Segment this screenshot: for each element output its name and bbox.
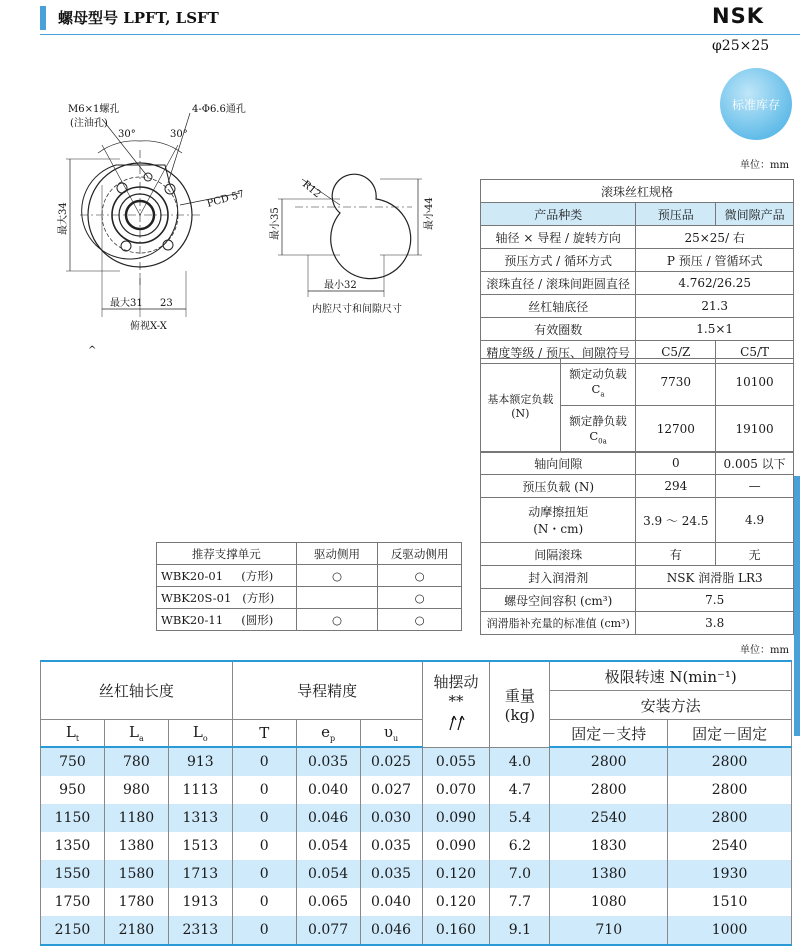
cell-ep: 0.046 (296, 804, 360, 832)
cell-speed-fixed-fixed: 2800 (668, 776, 792, 804)
spec-header-type: 产品种类 (481, 203, 636, 226)
support-drive (296, 587, 378, 609)
static-load-symbol (561, 429, 636, 445)
support-drive: ○ (296, 565, 378, 587)
cell-lo: 913 (168, 747, 232, 776)
edge-accent (794, 476, 800, 736)
dynamic-load-v2: 10100 (716, 359, 794, 406)
spec-row-label: 预压方式 / 循环方式 (481, 249, 636, 272)
support-type: (圆形) (241, 612, 274, 627)
stock-badge-label: 标准库存 (731, 97, 780, 112)
runout-symbol-icon (445, 710, 467, 734)
load-label (481, 359, 561, 453)
cell-vu: 0.046 (360, 916, 422, 945)
table-row (41, 860, 792, 888)
cell-t: 0 (232, 888, 296, 916)
page-title: 螺母型号 LPFT, LSFT (58, 9, 219, 27)
cell-weight: 7.7 (490, 888, 550, 916)
dynamic-load-sym: C (591, 381, 601, 396)
cell-la: 780 (104, 747, 168, 776)
col-header-lt (41, 720, 105, 748)
size-label: φ25×25 (712, 38, 770, 54)
cell-vu: 0.030 (360, 804, 422, 832)
support-anti: ○ (378, 565, 462, 587)
header-accent (40, 6, 46, 30)
cell-ep: 0.054 (296, 860, 360, 888)
cell-la: 2180 (104, 916, 168, 945)
col-sym: υ (383, 723, 394, 741)
torque-label-line1: 动摩擦扭矩 (528, 505, 589, 519)
support-row-name (157, 587, 297, 609)
support-drive: ○ (296, 609, 378, 631)
label-holes: 4-Φ6.6通孔 (192, 104, 246, 115)
cell-la: 1380 (104, 832, 168, 860)
cell-t: 0 (232, 916, 296, 945)
col-header-la (104, 720, 168, 748)
static-load-label (560, 406, 636, 453)
refill-value: 3.8 (636, 612, 794, 635)
col-header-fixed-fixed: 固定－固定 (668, 720, 792, 748)
unit-label: 单位：mm (740, 160, 789, 171)
col-sub: t (75, 734, 80, 743)
cell-runout: 0.120 (422, 860, 490, 888)
cell-weight: 9.1 (490, 916, 550, 945)
cell-vu: 0.035 (360, 832, 422, 860)
cell-speed-fixed-support: 1830 (550, 832, 668, 860)
spacer-v2: 无 (716, 543, 794, 566)
spec-row-label: 滚珠直径 / 滚珠间距圆直径 (481, 272, 636, 295)
spec-row-label: 丝杠轴底径 (481, 295, 636, 318)
dynamic-load-label (560, 359, 636, 406)
col-header-fixed-support: 固定－支持 (550, 720, 668, 748)
col-sym: T (259, 724, 270, 742)
axial-gap-v1: 0 (636, 452, 716, 475)
cell-t: 0 (232, 804, 296, 832)
cell-lo: 1513 (168, 832, 232, 860)
brand-logo: NSK (712, 4, 764, 28)
cell-speed-fixed-support: 2800 (550, 747, 668, 776)
cavity-profile (331, 174, 411, 278)
header-accuracy: 导程精度 (232, 661, 422, 720)
cell-runout: 0.160 (422, 916, 490, 945)
support-anti: ○ (378, 609, 462, 631)
cell-speed-fixed-fixed: 1510 (668, 888, 792, 916)
label-cavity: 内腔尺寸和间隙尺寸 (312, 304, 402, 315)
support-type: (方形) (241, 568, 274, 583)
cell-t: 0 (232, 747, 296, 776)
spec-row-value: 25×25/ 右 (636, 226, 794, 249)
table-row (41, 776, 792, 804)
label-w23: 23 (160, 298, 173, 309)
col-sym: e (321, 723, 330, 741)
label-max31: 最大31 (110, 298, 143, 309)
cell-speed-fixed-support: 1380 (550, 860, 668, 888)
col-sub: p (329, 734, 336, 743)
torque-v2: 4.9 (716, 498, 794, 543)
spec-row-value: C5/T (716, 341, 794, 364)
spec-row-label: 轴径 × 导程 / 旋转方向 (481, 226, 636, 249)
cell-lo: 2313 (168, 916, 232, 945)
spec-table (480, 179, 794, 364)
cell-runout: 0.070 (422, 776, 490, 804)
support-header-drive: 驱动侧用 (296, 543, 378, 565)
col-header-lo (168, 720, 232, 748)
spec-header-preload: 预压品 (636, 203, 716, 226)
support-model: WBK20-01 (161, 568, 224, 583)
cell-weight: 4.7 (490, 776, 550, 804)
cell-lo: 1113 (168, 776, 232, 804)
cell-la: 1580 (104, 860, 168, 888)
label-angle2: 30° (170, 129, 188, 140)
cell-weight: 4.0 (490, 747, 550, 776)
torque-v1: 3.9 ～ 24.5 (636, 498, 716, 543)
cell-ep: 0.035 (296, 747, 360, 776)
spacer-v1: 有 (636, 543, 716, 566)
load-label-line1: 基本额定负载 (487, 393, 554, 406)
cell-lt: 1550 (41, 860, 105, 888)
col-sub: u (393, 734, 399, 743)
col-header-t (232, 720, 296, 748)
spec-row-value: 21.3 (636, 295, 794, 318)
cell-t: 0 (232, 832, 296, 860)
label-min35: 最小35 (270, 207, 281, 240)
dynamic-load-symbol (561, 382, 636, 398)
cell-lo: 1313 (168, 804, 232, 832)
spacer-label: 间隔滚珠 (481, 543, 636, 566)
cell-lt: 1750 (41, 888, 105, 916)
cell-ep: 0.065 (296, 888, 360, 916)
support-anti: ○ (378, 587, 462, 609)
cell-ep: 0.054 (296, 832, 360, 860)
spec-header-gap: 微间隙产品 (716, 203, 794, 226)
table-row (41, 916, 792, 945)
cell-vu: 0.035 (360, 860, 422, 888)
spec-row-value: C5/Z (636, 341, 716, 364)
static-load-v1: 12700 (636, 406, 716, 453)
unit-label: 单位：mm (740, 645, 789, 656)
cell-t: 0 (232, 776, 296, 804)
grease-value: NSK 润滑脂 LR3 (636, 566, 794, 589)
col-sym: L (65, 723, 76, 741)
cell-vu: 0.027 (360, 776, 422, 804)
nut-drawing (40, 95, 470, 360)
cell-speed-fixed-support: 1080 (550, 888, 668, 916)
static-load-sub: 0a (598, 437, 607, 446)
table-row (41, 747, 792, 776)
spec-title: 滚珠丝杠规格 (481, 180, 794, 203)
label-min44: 最小44 (424, 197, 435, 230)
dynamic-load-v1: 7730 (636, 359, 716, 406)
header-weight-line2: (kg) (504, 705, 536, 724)
support-table (156, 542, 462, 631)
cell-speed-fixed-support: 2540 (550, 804, 668, 832)
cell-lt: 750 (41, 747, 105, 776)
grease-label: 封入润滑剂 (481, 566, 636, 589)
cell-speed-fixed-fixed: 1930 (668, 860, 792, 888)
cell-vu: 0.040 (360, 888, 422, 916)
bolt-hole (121, 241, 131, 251)
cell-vu: 0.025 (360, 747, 422, 776)
col-sym: L (129, 723, 139, 741)
cell-lt: 1350 (41, 832, 105, 860)
support-header-anti: 反驱动侧用 (378, 543, 462, 565)
label-pcd: PCD 57 (205, 188, 246, 210)
cell-weight: 7.0 (490, 860, 550, 888)
header-runout-line2: ** (448, 691, 464, 710)
cell-lt: 950 (41, 776, 105, 804)
col-sub: a (138, 734, 144, 743)
table-row (41, 832, 792, 860)
label-r12: R12 (300, 178, 323, 201)
cell-lo: 1913 (168, 888, 232, 916)
cell-speed-fixed-support: 2800 (550, 776, 668, 804)
table-row (41, 804, 792, 832)
cell-lt: 1150 (41, 804, 105, 832)
cell-speed-fixed-fixed: 1000 (668, 916, 792, 945)
header-speed: 极限转速 N(min⁻¹) (550, 661, 792, 691)
support-row-name (157, 565, 297, 587)
support-row-name (157, 609, 297, 631)
table-row (41, 888, 792, 916)
col-header-vu (360, 720, 422, 748)
cell-speed-fixed-fixed: 2540 (668, 832, 792, 860)
volume-value: 7.5 (636, 589, 794, 612)
label-view: 俯视X-X (130, 321, 167, 332)
stock-badge (720, 68, 792, 140)
header-weight-line1: 重量 (504, 686, 535, 705)
static-load-sym: C (589, 428, 599, 443)
header-mount: 安装方法 (550, 691, 792, 720)
dynamic-load-text: 额定动负载 (569, 366, 627, 381)
spec-table-load (480, 358, 794, 453)
spec-row-value: P 预压 / 管循环式 (636, 249, 794, 272)
cell-lt: 2150 (41, 916, 105, 945)
cell-speed-fixed-fixed: 2800 (668, 747, 792, 776)
col-header-ep (296, 720, 360, 748)
label-oil: (注油孔) (70, 118, 108, 129)
cell-la: 1180 (104, 804, 168, 832)
dynamic-load-sub: a (600, 390, 605, 399)
refill-label: 润滑脂补充量的标准值 (cm³) (481, 612, 636, 635)
load-label-line2: (N) (511, 407, 530, 420)
cell-speed-fixed-fixed: 2800 (668, 804, 792, 832)
label-caret: ^ (88, 345, 97, 356)
cell-ep: 0.040 (296, 776, 360, 804)
support-header-unit: 推荐支撑单元 (157, 543, 297, 565)
spec-row-value: 4.762/26.25 (636, 272, 794, 295)
cell-la: 980 (104, 776, 168, 804)
support-model: WBK20S-01 (161, 590, 232, 605)
label-m6: M6×1螺孔 (68, 104, 120, 115)
cell-lo: 1713 (168, 860, 232, 888)
header-length: 丝杠轴长度 (41, 661, 233, 720)
static-load-v2: 19100 (716, 406, 794, 453)
dimension-table (40, 660, 792, 946)
col-sub: o (202, 734, 208, 743)
label-min32: 最小32 (324, 280, 357, 291)
header-runout-line1: 轴摆动 (433, 672, 479, 691)
spec-row-label: 有效圈数 (481, 318, 636, 341)
cell-runout: 0.090 (422, 832, 490, 860)
support-type: (方形) (242, 590, 275, 605)
support-model: WBK20-11 (161, 612, 224, 627)
header-runout (422, 661, 490, 747)
cell-weight: 6.2 (490, 832, 550, 860)
cell-runout: 0.055 (422, 747, 490, 776)
cell-la: 1780 (104, 888, 168, 916)
label-angle1: 30° (118, 129, 136, 140)
preload-v1: 294 (636, 475, 716, 498)
preload-label: 预压负载 (N) (481, 475, 636, 498)
spec-row-label: 精度等级 / 预压、间隙符号 (481, 341, 636, 364)
static-load-text: 额定静负载 (569, 413, 627, 428)
spec-table-lower (480, 451, 794, 635)
torque-label (481, 498, 636, 543)
cell-runout: 0.120 (422, 888, 490, 916)
cell-speed-fixed-support: 710 (550, 916, 668, 945)
label-max34: 最大34 (58, 202, 69, 235)
header-weight (490, 661, 550, 747)
cell-weight: 5.4 (490, 804, 550, 832)
dimension-table-body (41, 747, 792, 945)
cell-ep: 0.077 (296, 916, 360, 945)
cell-runout: 0.090 (422, 804, 490, 832)
torque-label-line2: (N・cm) (533, 522, 584, 536)
preload-v2: — (716, 475, 794, 498)
col-sym: L (192, 723, 203, 741)
volume-label: 螺母空间容积 (cm³) (481, 589, 636, 612)
cell-t: 0 (232, 860, 296, 888)
axial-gap-v2: 0.005 以下 (716, 452, 794, 475)
spec-row-value: 1.5×1 (636, 318, 794, 341)
axial-gap-label: 轴向间隙 (481, 452, 636, 475)
